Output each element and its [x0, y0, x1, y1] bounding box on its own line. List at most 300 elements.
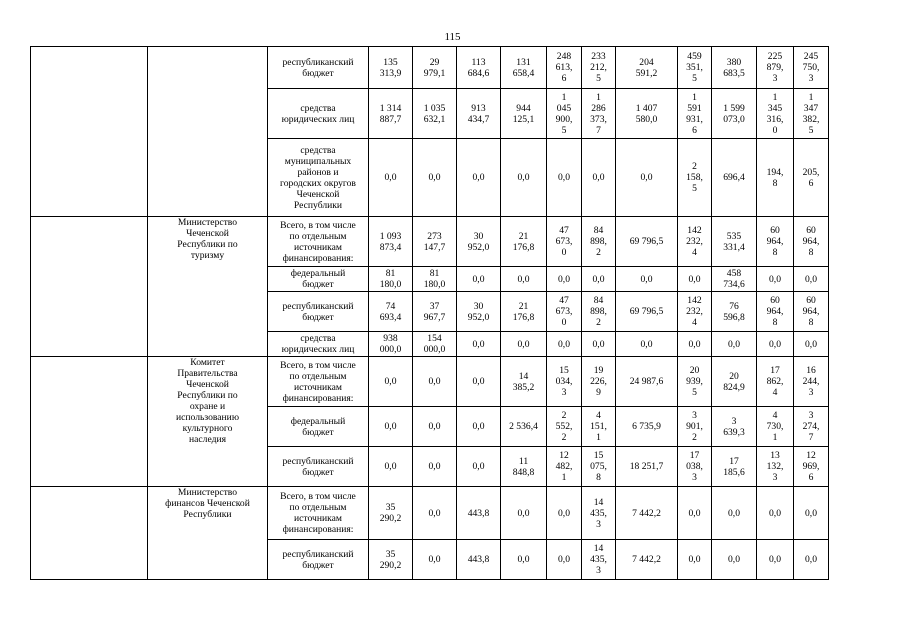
value-line: 045: [556, 102, 572, 114]
funding-source-line: источникам: [294, 513, 342, 524]
funding-source-line: источникам: [294, 241, 342, 253]
value-line: 0,0: [428, 554, 441, 565]
table-row: [31, 217, 829, 267]
value-line: 0: [561, 247, 567, 258]
value-line: 12: [559, 450, 569, 461]
funding-source-cell: [268, 139, 369, 217]
value-cell: [547, 357, 582, 407]
value-line: 693,4: [379, 311, 402, 323]
funding-source-cell: [268, 540, 369, 580]
value-line: 750,: [802, 62, 820, 73]
value-line: 898,: [590, 306, 607, 317]
executor-name-line: наследия: [189, 434, 226, 445]
value-cell: [369, 89, 413, 139]
value-cell: [501, 357, 547, 407]
value-line: 000,0: [423, 344, 446, 355]
value-line: 580,0: [635, 113, 658, 125]
funding-source-line: Чеченской: [296, 188, 340, 200]
value-cell: [616, 447, 678, 487]
value-line: 47: [559, 225, 569, 236]
value-line: 1 599: [723, 102, 745, 114]
value-line: 6: [561, 73, 567, 84]
table-row: [31, 47, 829, 89]
value-cell: [616, 292, 678, 332]
value-line: 5: [808, 124, 814, 136]
value-cell: [616, 357, 678, 407]
funding-source-line: бюджет: [302, 559, 334, 571]
value-cell: [457, 267, 501, 292]
value-line: 979,1: [423, 67, 446, 79]
value-cell: [413, 292, 457, 332]
value-line: 2: [692, 161, 697, 172]
value-line: 11: [518, 455, 529, 467]
value-line: 969,: [802, 461, 820, 472]
funding-source-line: бюджет: [302, 67, 334, 79]
value-cell: [457, 89, 501, 139]
value-cell: [616, 332, 678, 357]
value-line: 4: [772, 387, 778, 398]
value-cell: [794, 540, 829, 580]
value-cell: [616, 217, 678, 267]
value-line: 3: [772, 472, 778, 483]
value-line: 0,0: [517, 507, 530, 519]
funding-source-line: юридических лиц: [281, 113, 355, 125]
value-line: 0,0: [728, 338, 740, 350]
executor-name-cell: [148, 217, 268, 357]
executor-name-line: туризму: [190, 250, 225, 261]
value-line: 18 251,7: [629, 461, 664, 472]
value-line: 0: [561, 317, 567, 328]
value-line: 15: [593, 450, 604, 461]
value-cell: [369, 407, 413, 447]
value-line: 180,0: [379, 279, 402, 290]
value-cell: [712, 47, 757, 89]
value-line: 613,: [555, 62, 573, 73]
value-line: 15: [559, 365, 569, 376]
value-line: 19: [593, 365, 604, 376]
executor-name-line: использованию: [176, 412, 239, 423]
value-line: 0,0: [428, 421, 441, 432]
value-line: 286: [591, 102, 606, 114]
value-cell: [501, 487, 547, 540]
value-cell: [757, 267, 794, 292]
value-line: 964,: [802, 306, 820, 317]
funding-source-cell: [268, 357, 369, 407]
value-line: 5: [692, 387, 697, 398]
value-cell: [712, 292, 757, 332]
value-cell: [457, 217, 501, 267]
value-line: 0,0: [640, 172, 653, 183]
value-cell: [678, 292, 712, 332]
value-line: 2: [692, 432, 697, 443]
funding-source-line: федеральный: [290, 268, 346, 279]
value-line: 151,: [590, 421, 607, 432]
value-cell: [501, 540, 547, 580]
value-line: 8: [772, 317, 778, 328]
funding-source-cell: [268, 487, 369, 540]
value-line: 3: [731, 415, 737, 427]
value-cell: [501, 292, 547, 332]
value-line: 873,4: [379, 241, 402, 253]
value-line: 0,0: [728, 554, 740, 565]
value-line: 3: [561, 387, 567, 398]
funding-source-line: республиканский: [282, 548, 354, 560]
value-line: 316,: [766, 113, 784, 125]
value-cell: [757, 487, 794, 540]
value-line: 632,1: [423, 113, 446, 125]
value-cell: [413, 89, 457, 139]
page-number: 115: [444, 31, 461, 43]
value-line: 1: [596, 432, 601, 443]
value-cell: [678, 407, 712, 447]
value-line: 0,0: [728, 507, 740, 519]
value-cell: [757, 332, 794, 357]
value-line: 435,: [590, 507, 607, 519]
value-cell: [616, 487, 678, 540]
value-line: 1: [808, 91, 814, 103]
funding-source-line: финансирования:: [282, 252, 354, 264]
value-line: 0,0: [472, 338, 485, 350]
value-cell: [501, 139, 547, 217]
value-line: 30: [473, 300, 484, 312]
value-line: 14: [518, 370, 529, 382]
value-cell: [794, 47, 829, 89]
value-cell: [547, 332, 582, 357]
value-line: 0,0: [472, 461, 485, 472]
value-line: 7 442,2: [632, 507, 661, 519]
value-line: 0,0: [472, 273, 485, 285]
value-line: 274,: [802, 421, 820, 432]
value-line: 5: [692, 183, 697, 194]
value-line: 0,0: [688, 273, 701, 285]
value-cell: [678, 540, 712, 580]
value-line: 4: [772, 410, 778, 421]
executor-name-line: Республики по: [177, 390, 238, 401]
budget-table: [30, 46, 829, 580]
value-line: 37: [429, 300, 440, 312]
value-line: 180,0: [423, 279, 446, 290]
value-cell: [369, 292, 413, 332]
table-row: [31, 357, 829, 407]
value-line: 154: [427, 333, 442, 344]
value-cell: [794, 217, 829, 267]
value-line: 3: [808, 410, 814, 421]
value-line: 0,0: [384, 172, 397, 183]
value-line: 0,0: [517, 554, 530, 565]
value-line: 730,: [766, 421, 784, 432]
value-line: 964,: [766, 236, 784, 247]
value-line: 17: [770, 365, 780, 376]
value-line: 596,8: [723, 311, 745, 323]
value-cell: [794, 407, 829, 447]
value-line: 939,: [686, 376, 703, 387]
value-line: 552,: [555, 421, 573, 432]
value-line: 901,: [686, 421, 703, 432]
value-line: 0,0: [688, 507, 701, 519]
value-line: 226,: [590, 376, 607, 387]
value-cell: [369, 540, 413, 580]
value-cell: [712, 487, 757, 540]
value-line: 185,6: [723, 466, 745, 478]
value-line: 0,0: [769, 273, 781, 285]
value-line: 848,8: [512, 466, 535, 478]
executor-name-line: Чеченской: [186, 228, 229, 239]
executor-name-line: культурного: [182, 423, 233, 434]
value-cell: [413, 540, 457, 580]
value-cell: [413, 267, 457, 292]
value-line: 1: [561, 91, 567, 103]
value-line: 225: [767, 51, 783, 62]
value-line: 1 093: [379, 230, 402, 242]
funding-source-line: средства: [300, 144, 336, 156]
value-line: 967,7: [423, 311, 446, 323]
value-line: 535: [726, 230, 742, 242]
value-line: 0,0: [428, 376, 441, 387]
value-line: 673,: [555, 236, 573, 247]
funding-source-line: по отдельным: [289, 370, 347, 382]
value-line: 1 035: [423, 102, 446, 114]
value-line: 35: [385, 502, 396, 513]
value-line: 952,0: [467, 311, 490, 323]
value-cell: [457, 357, 501, 407]
funding-source-line: республиканский: [282, 300, 354, 312]
value-cell: [678, 487, 712, 540]
table-row: [31, 487, 829, 540]
value-line: 7 442,2: [632, 554, 661, 565]
value-line: 3: [692, 472, 697, 483]
value-line: 075,: [590, 461, 607, 472]
funding-source-cell: [268, 292, 369, 332]
value-cell: [794, 357, 829, 407]
value-line: 900,: [555, 113, 573, 125]
value-line: 142: [687, 295, 702, 306]
value-cell: [457, 487, 501, 540]
value-line: 879,: [766, 62, 784, 73]
value-cell: [457, 332, 501, 357]
funding-source-line: Всего, в том числе: [280, 491, 356, 502]
value-line: 2: [561, 410, 567, 421]
value-cell: [547, 292, 582, 332]
value-cell: [712, 139, 757, 217]
funding-source-line: бюджет: [302, 279, 334, 290]
value-line: 0,0: [517, 273, 530, 285]
value-line: 1: [772, 91, 778, 103]
funding-source-line: муниципальных: [284, 155, 352, 167]
value-cell: [547, 447, 582, 487]
value-line: 938: [383, 333, 398, 344]
value-cell: [369, 332, 413, 357]
funding-source-line: республиканский: [282, 455, 354, 467]
value-cell: [678, 139, 712, 217]
value-line: 913: [471, 102, 486, 114]
executor-name-line: Министерство: [177, 217, 238, 228]
value-line: 458: [726, 268, 742, 279]
value-cell: [794, 292, 829, 332]
table-body: [31, 47, 829, 580]
value-line: 0,0: [805, 554, 817, 565]
value-cell: [413, 217, 457, 267]
funding-source-line: средства: [300, 333, 336, 344]
executor-name-line: Министерство: [177, 487, 238, 498]
value-line: 6 735,9: [632, 421, 661, 432]
value-line: 0,0: [592, 172, 605, 183]
value-cell: [457, 540, 501, 580]
value-cell: [582, 217, 616, 267]
value-cell: [501, 47, 547, 89]
value-line: 147,7: [423, 241, 446, 253]
value-line: 1: [596, 91, 601, 103]
value-cell: [457, 292, 501, 332]
value-cell: [678, 447, 712, 487]
value-cell: [712, 267, 757, 292]
value-line: 434,7: [467, 113, 490, 125]
value-line: 290,2: [379, 513, 402, 524]
value-line: 2: [596, 247, 601, 258]
value-line: 29: [429, 56, 440, 68]
value-line: 232,: [686, 306, 703, 317]
value-cell: [547, 540, 582, 580]
value-line: 60: [806, 225, 816, 236]
value-cell: [582, 47, 616, 89]
value-line: 1: [692, 91, 697, 103]
value-cell: [757, 447, 794, 487]
value-cell: [712, 540, 757, 580]
value-line: 443,8: [467, 554, 490, 565]
value-line: 74: [385, 300, 396, 312]
value-line: 17: [729, 455, 739, 467]
value-line: 12: [806, 450, 816, 461]
value-cell: [457, 407, 501, 447]
value-line: 0,0: [384, 461, 397, 472]
value-line: 273: [427, 230, 442, 242]
value-line: 60: [770, 225, 780, 236]
value-cell: [413, 332, 457, 357]
value-line: 0,0: [592, 338, 605, 350]
funding-source-line: источникам: [294, 381, 342, 393]
value-line: 0,0: [428, 461, 441, 472]
value-line: 435,: [590, 554, 607, 565]
value-line: 0,0: [384, 421, 397, 432]
value-cell: [712, 217, 757, 267]
funding-source-line: бюджет: [302, 426, 334, 438]
value-line: 176,8: [512, 311, 535, 323]
value-cell: [501, 89, 547, 139]
value-cell: [369, 139, 413, 217]
value-cell: [712, 407, 757, 447]
value-line: 6: [808, 177, 814, 189]
value-line: 0,0: [517, 172, 530, 183]
value-line: 0,0: [688, 338, 701, 350]
value-line: 233: [591, 51, 606, 62]
value-cell: [457, 447, 501, 487]
funding-source-cell: [268, 47, 369, 89]
value-line: 125,1: [512, 113, 535, 125]
value-cell: [616, 267, 678, 292]
value-line: 0,0: [517, 338, 530, 350]
value-line: 696,4: [723, 172, 745, 183]
value-cell: [413, 139, 457, 217]
value-line: 4: [692, 317, 697, 328]
funding-source-line: юридических лиц: [281, 344, 355, 355]
value-cell: [794, 267, 829, 292]
value-line: 204: [639, 56, 654, 68]
value-line: 952,0: [467, 241, 490, 253]
value-line: 0,0: [769, 338, 781, 350]
value-line: 3: [596, 565, 601, 576]
value-line: 2: [596, 317, 601, 328]
funding-source-line: по отдельным: [289, 230, 347, 242]
value-line: 0,0: [428, 507, 441, 519]
value-cell: [547, 47, 582, 89]
value-cell: [794, 89, 829, 139]
value-line: 135: [383, 56, 398, 68]
funding-source-cell: [268, 447, 369, 487]
funding-source-line: Всего, в том числе: [280, 219, 356, 231]
executor-name-line: Правительства: [177, 368, 238, 379]
value-cell: [582, 487, 616, 540]
value-line: 0,0: [558, 554, 570, 565]
value-cell: [616, 47, 678, 89]
value-line: 0,0: [640, 338, 653, 350]
value-line: 8: [808, 247, 814, 258]
value-line: 0,0: [640, 273, 653, 285]
value-line: 4: [692, 247, 697, 258]
value-line: 0,0: [558, 172, 570, 183]
value-line: 0,0: [384, 376, 397, 387]
value-cell: [678, 267, 712, 292]
value-cell: [413, 357, 457, 407]
funding-source-line: финансирования:: [282, 524, 354, 535]
value-line: 684,6: [467, 67, 490, 79]
funding-source-line: федеральный: [290, 415, 346, 427]
value-line: 591: [687, 102, 702, 114]
value-line: 158,: [686, 172, 703, 183]
funding-source-cell: [268, 407, 369, 447]
value-line: 3: [692, 410, 697, 421]
funding-source-line: Республики: [293, 199, 343, 211]
value-line: 60: [770, 295, 780, 306]
value-line: 290,2: [379, 559, 402, 571]
funding-source-line: республиканский: [282, 56, 354, 68]
value-cell: [547, 139, 582, 217]
value-cell: [547, 89, 582, 139]
value-cell: [547, 487, 582, 540]
value-cell: [413, 407, 457, 447]
value-line: 0,0: [558, 338, 570, 350]
value-cell: [582, 357, 616, 407]
value-line: 194,: [766, 166, 784, 178]
value-line: 459: [687, 51, 702, 62]
value-line: 887,7: [379, 113, 402, 125]
value-line: 35: [385, 548, 396, 560]
value-cell: [794, 332, 829, 357]
value-line: 443,8: [467, 507, 490, 519]
value-cell: [582, 292, 616, 332]
value-cell: [757, 217, 794, 267]
value-line: 345: [767, 102, 783, 114]
value-line: 9: [596, 387, 601, 398]
value-line: 3: [808, 73, 814, 84]
value-cell: [582, 407, 616, 447]
value-line: 4: [596, 410, 601, 421]
value-cell: [712, 357, 757, 407]
value-line: 6: [808, 472, 814, 483]
funding-source-line: бюджет: [302, 311, 334, 323]
value-line: 76: [729, 300, 739, 312]
value-line: 0,0: [558, 273, 570, 285]
value-line: 944: [516, 102, 531, 114]
value-line: 3: [596, 518, 601, 530]
